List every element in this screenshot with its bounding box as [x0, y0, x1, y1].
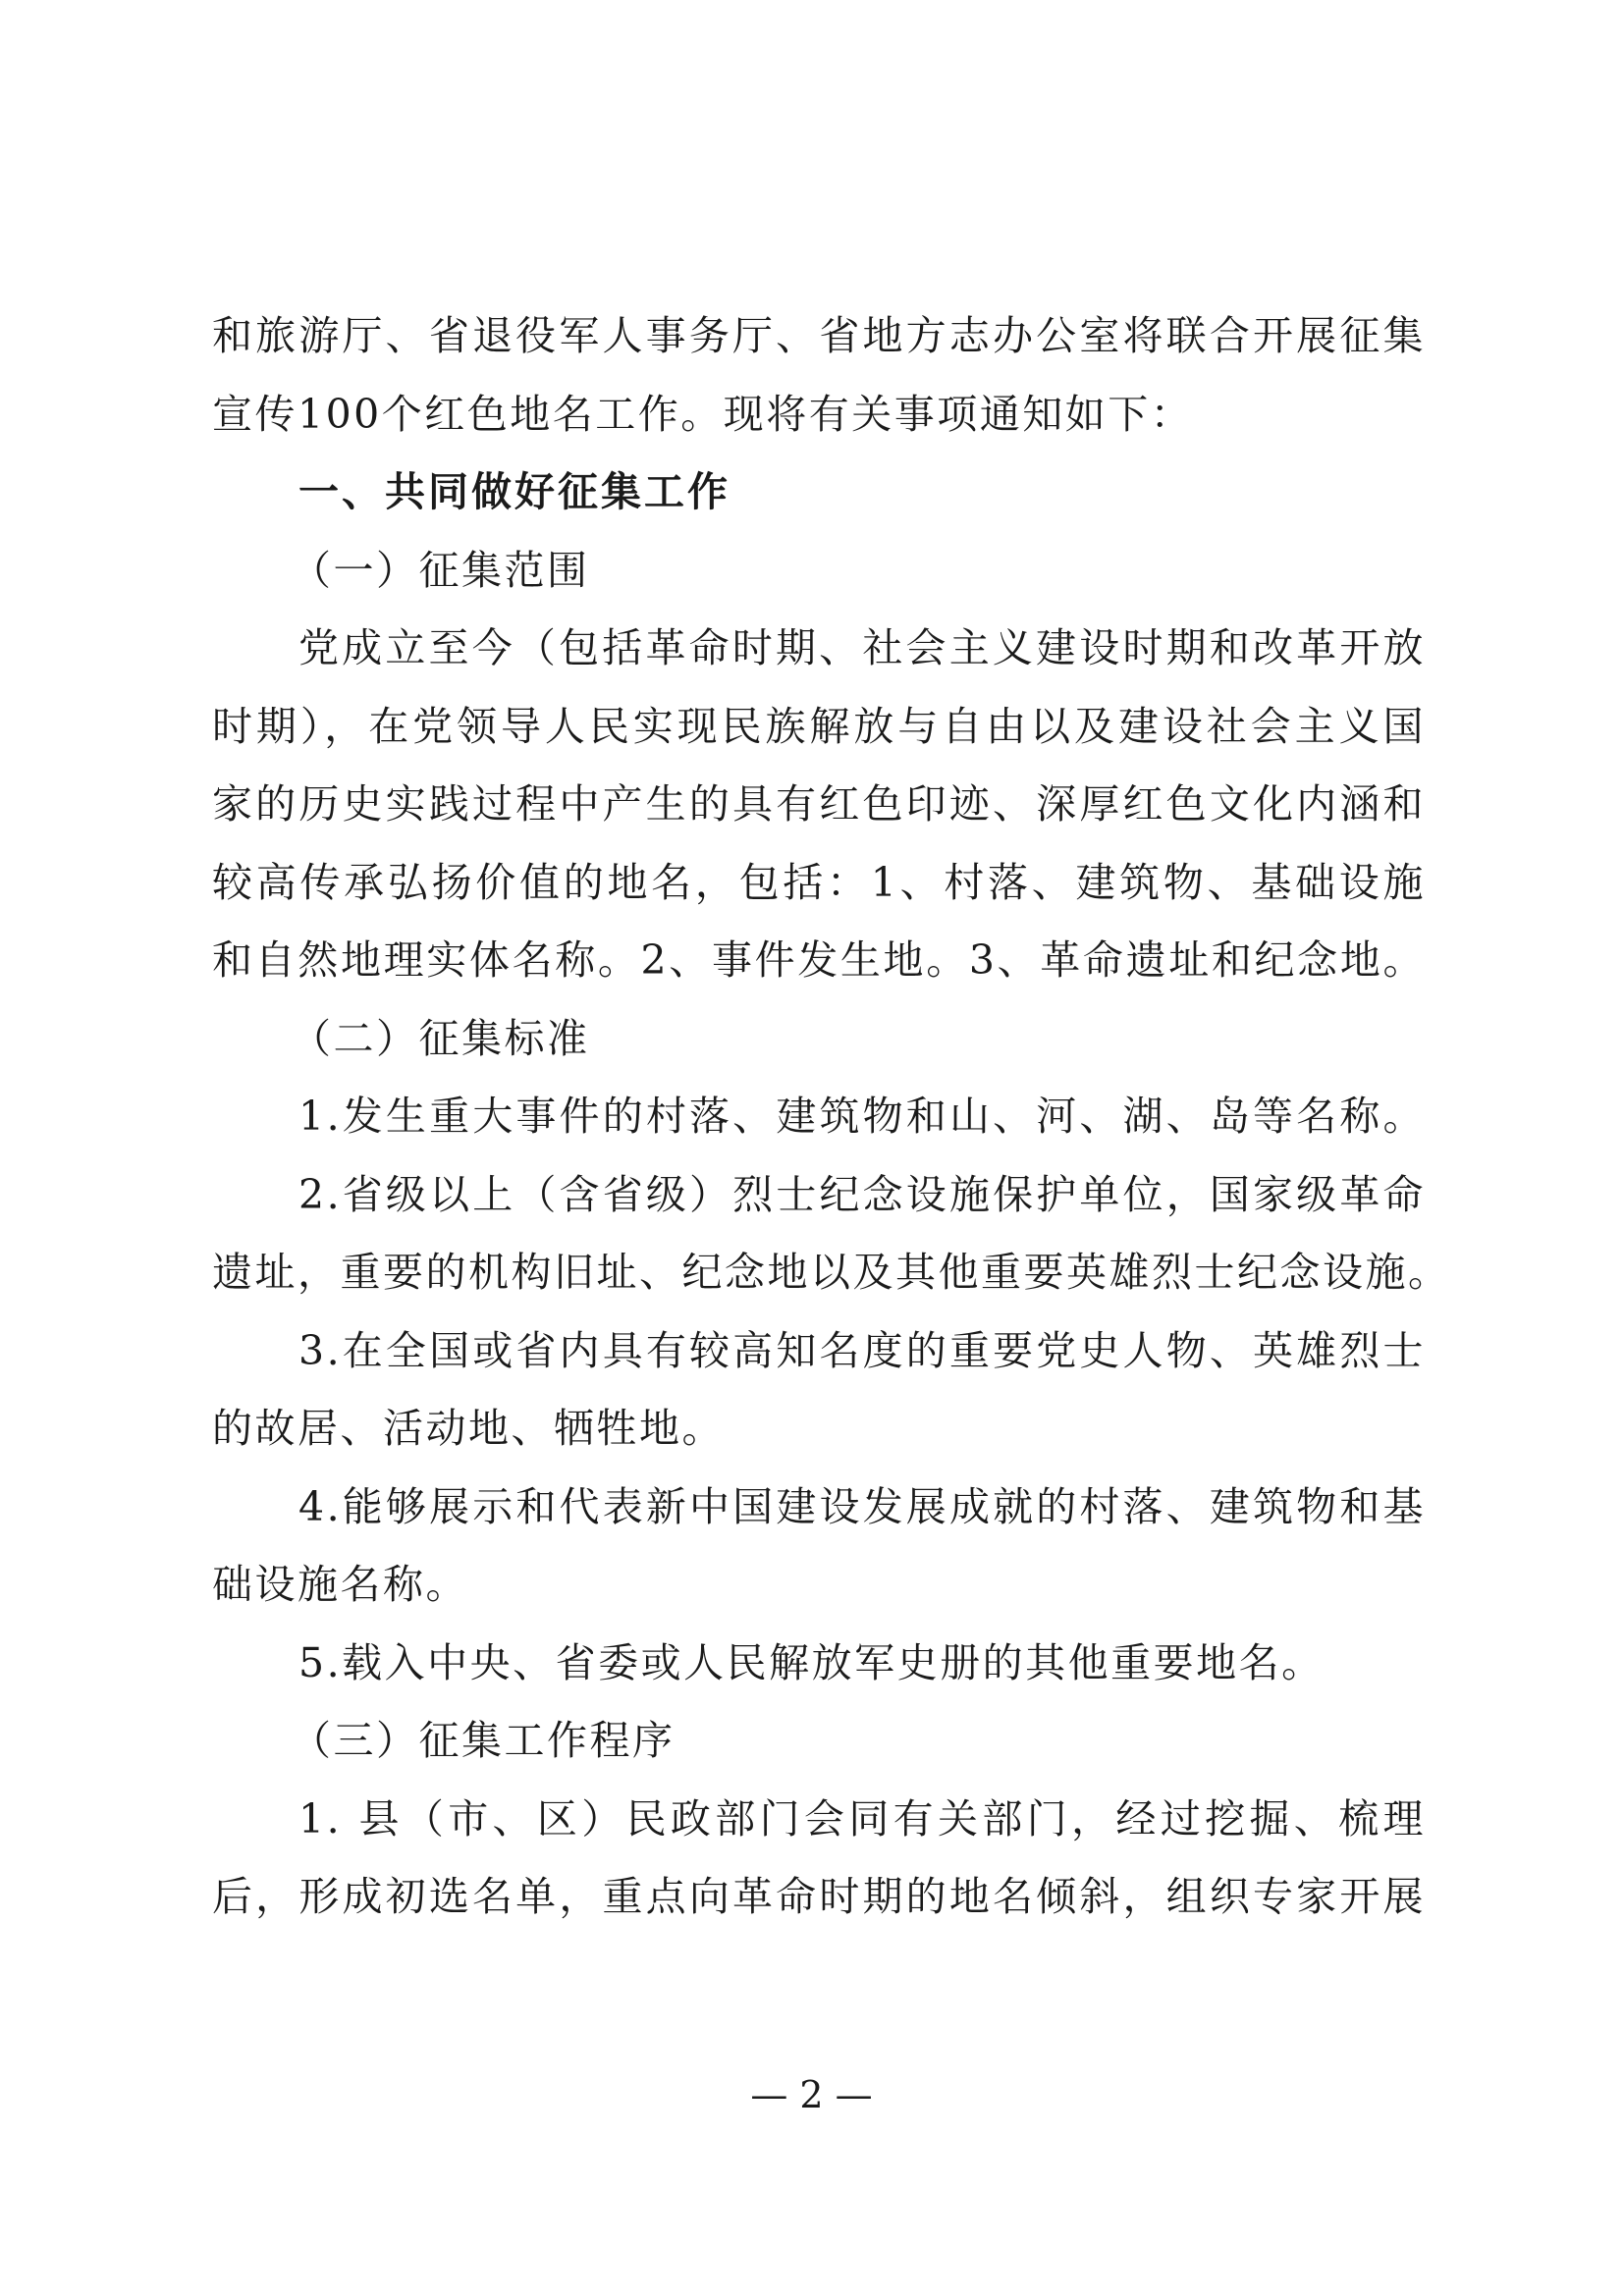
text-line: 遗址，重要的机构旧址、纪念地以及其他重要英雄烈士纪念设施。 [212, 1249, 1451, 1296]
text-line: 3.在全国或省内具有较高知名度的重要党史人物、英雄烈士 [298, 1326, 1426, 1374]
subsection-heading: （三）征集工作程序 [291, 1717, 676, 1764]
text-line: 党成立至今（包括革命时期、社会主义建设时期和改革开放 [298, 624, 1426, 671]
subsection-heading: （一）征集范围 [291, 546, 590, 594]
text-line: 时期），在党领导人民实现民族解放与自由以及建设社会主义国 [212, 702, 1426, 750]
text-line: 4.能够展示和代表新中国建设发展成就的村落、建筑物和基 [298, 1482, 1426, 1530]
text-line: 1. 县（市、区）民政部门会同有关部门，经过挖掘、梳理 [298, 1794, 1426, 1842]
body-text [212, 297, 1451, 1937]
section-heading: 一、共同做好征集工作 [298, 468, 730, 515]
text-line: 家的历史实践过程中产生的具有红色印迹、深厚红色文化内涵和 [212, 780, 1426, 828]
text-line: 2.省级以上（含省级）烈士纪念设施保护单位，国家级革命 [298, 1170, 1426, 1218]
text-line: 较高传承弘扬价值的地名，包括：1、村落、建筑物、基础设施 [212, 858, 1426, 906]
text-line: 后，形成初选名单，重点向革命时期的地名倾斜，组织专家开展 [212, 1873, 1426, 1920]
subsection-heading: （二）征集标准 [291, 1014, 590, 1062]
page-number: — 2 — [750, 2073, 873, 2116]
text-line: 宣传100个红色地名工作。现将有关事项通知如下： [212, 390, 1194, 438]
text-line: 的故居、活动地、牺牲地。 [212, 1405, 725, 1452]
text-line: 和旅游厅、省退役军人事务厅、省地方志办公室将联合开展征集 [212, 312, 1426, 359]
text-line: 1.发生重大事件的村落、建筑物和山、河、湖、岛等名称。 [298, 1093, 1426, 1140]
text-line: 础设施名称。 [212, 1561, 468, 1608]
text-line: 5.载入中央、省委或人民解放军史册的其他重要地名。 [298, 1638, 1325, 1686]
text-line: 和自然地理实体名称。2、事件发生地。3、革命遗址和纪念地。 [212, 936, 1426, 984]
